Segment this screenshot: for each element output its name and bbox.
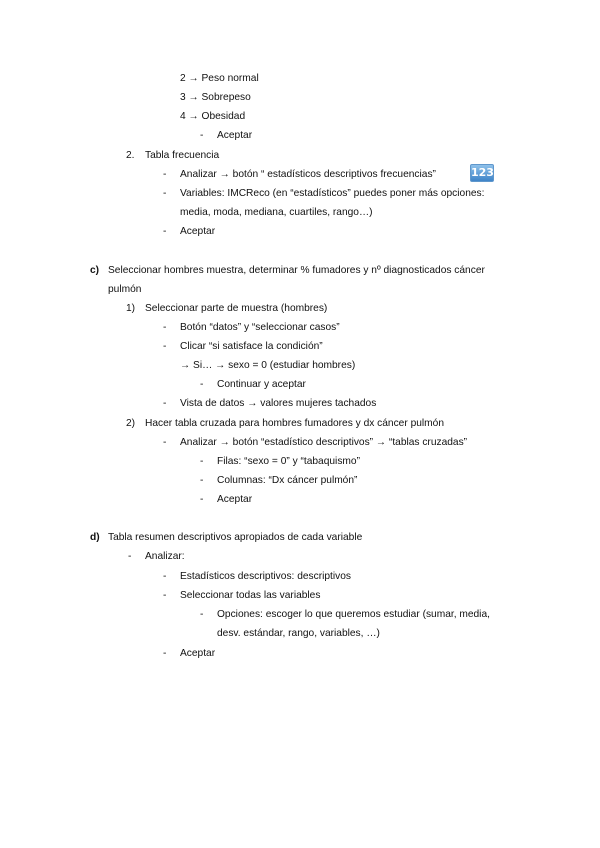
step-number: 1) (126, 303, 136, 314)
list-item: - Opciones: escoger lo que queremos estudiar (sumar, media, (217, 608, 490, 621)
list-item: 3 → Sobrepeso (180, 92, 251, 103)
list-item: - Continuar y aceptar (217, 378, 306, 391)
section-title: Seleccionar hombres muestra, determinar % fumadores y nº diagnosticados cáncer (108, 265, 485, 276)
section-label: c) (90, 265, 100, 276)
list-item: - Analizar: (145, 550, 185, 563)
step-title: Seleccionar parte de muestra (hombres) (145, 303, 328, 314)
list-item: - Estadísticos descriptivos: descriptivos (180, 570, 351, 583)
list-item: - Vista de datos → valores mujeres tachados (180, 397, 376, 410)
list-item: - Variables: IMCReco (en “estadísticos” puedes poner más opciones: (180, 187, 484, 200)
list-item: - Analizar → botón “ estadísticos descriptivos frecuencias” (180, 168, 436, 181)
list-item-continuation: media, moda, mediana, cuartiles, rango…) (180, 207, 373, 218)
list-item: - Clicar “si satisface la condición” (180, 340, 323, 353)
list-item: 2 → Peso normal (180, 73, 259, 84)
step-number: 2. (126, 150, 135, 161)
list-item: - Columnas: “Dx cáncer pulmón” (217, 474, 357, 487)
list-item: - Aceptar (217, 493, 252, 506)
section-title-continuation: pulmón (108, 284, 142, 295)
list-item: - Aceptar (180, 647, 215, 660)
list-item: - Seleccionar todas las variables (180, 589, 320, 602)
list-item: - Filas: “sexo = 0” y “tabaquismo” (217, 455, 360, 468)
list-item: - Aceptar (217, 129, 252, 142)
list-item: 4 → Obesidad (180, 111, 246, 122)
list-item: - Botón “datos” y “seleccionar casos” (180, 321, 340, 334)
list-item: - Aceptar (180, 225, 215, 238)
list-item-continuation: desv. estándar, rango, variables, …) (217, 628, 380, 639)
step-title: Tabla frecuencia (145, 150, 220, 161)
numeric-123-icon: 123 (470, 164, 494, 182)
list-item: - Analizar → botón “estadístico descriptivos” → “tablas cruzadas” (180, 436, 467, 449)
step-number: 2) (126, 418, 136, 429)
list-item-continuation: → Si… → sexo = 0 (estudiar hombres) (180, 360, 356, 371)
section-title: Tabla resumen descriptivos apropiados de cada variable (108, 532, 363, 543)
section-label: d) (90, 532, 100, 543)
step-title: Hacer tabla cruzada para hombres fumadores y dx cáncer pulmón (145, 418, 444, 429)
